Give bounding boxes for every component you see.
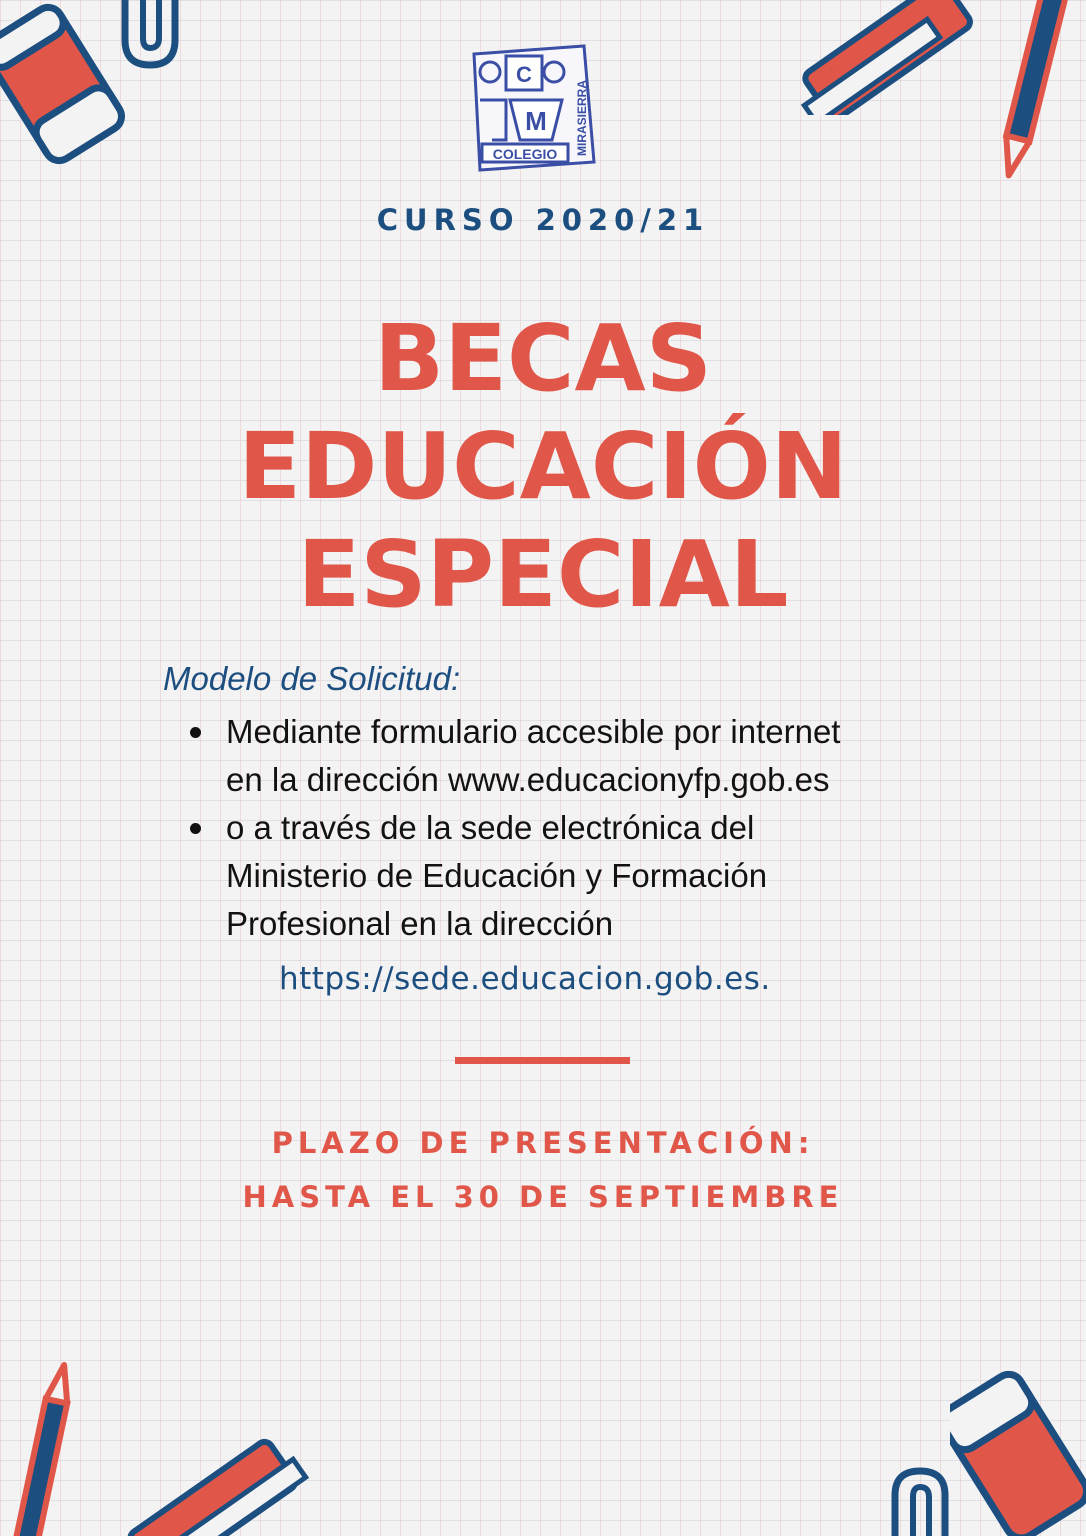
title-line-2: EDUCACIÓN xyxy=(238,413,848,520)
deadline-line-1: PLAZO DE PRESENTACIÓN: xyxy=(271,1126,815,1160)
eraser-icon xyxy=(950,1355,1086,1536)
list-item-line: Ministerio de Educación y Formación xyxy=(226,857,768,894)
pencil-icon xyxy=(990,0,1070,185)
book-icon xyxy=(110,1425,310,1536)
list-item-line: Profesional en la dirección xyxy=(226,905,614,942)
course-year: CURSO 2020/21 xyxy=(376,203,710,237)
pencil-icon xyxy=(10,1355,80,1536)
list-item-line: Mediante formulario accesible por internet xyxy=(226,713,841,750)
book-icon xyxy=(790,0,980,115)
logo-word-colegio: COLEGIO xyxy=(492,146,558,162)
title-line-1: BECAS xyxy=(374,305,712,412)
divider xyxy=(455,1057,630,1064)
title-line-3: ESPECIAL xyxy=(297,521,789,628)
bullet-icon xyxy=(190,727,201,738)
logo-word-mirasierra: MIRASIERRA xyxy=(575,79,589,156)
list-item xyxy=(184,708,944,804)
logo-letter-m: M xyxy=(525,106,547,136)
list-item-line: en la dirección www.educacionyfp.gob.es xyxy=(226,761,830,798)
eraser-icon xyxy=(0,0,125,180)
sede-url-link[interactable]: https://sede.educacion.gob.es. xyxy=(279,961,771,997)
paperclip-icon xyxy=(115,0,195,80)
deadline-line-2: HASTA EL 30 DE SEPTIEMBRE xyxy=(242,1180,844,1214)
list-item xyxy=(184,804,944,948)
bullet-icon xyxy=(190,823,201,834)
school-logo xyxy=(470,44,598,172)
logo-letter-c: C xyxy=(516,62,532,87)
application-model-heading: Modelo de Solicitud: xyxy=(163,660,461,697)
application-methods-list xyxy=(184,708,944,948)
list-item-line: o a través de la sede electrónica del xyxy=(226,809,755,846)
